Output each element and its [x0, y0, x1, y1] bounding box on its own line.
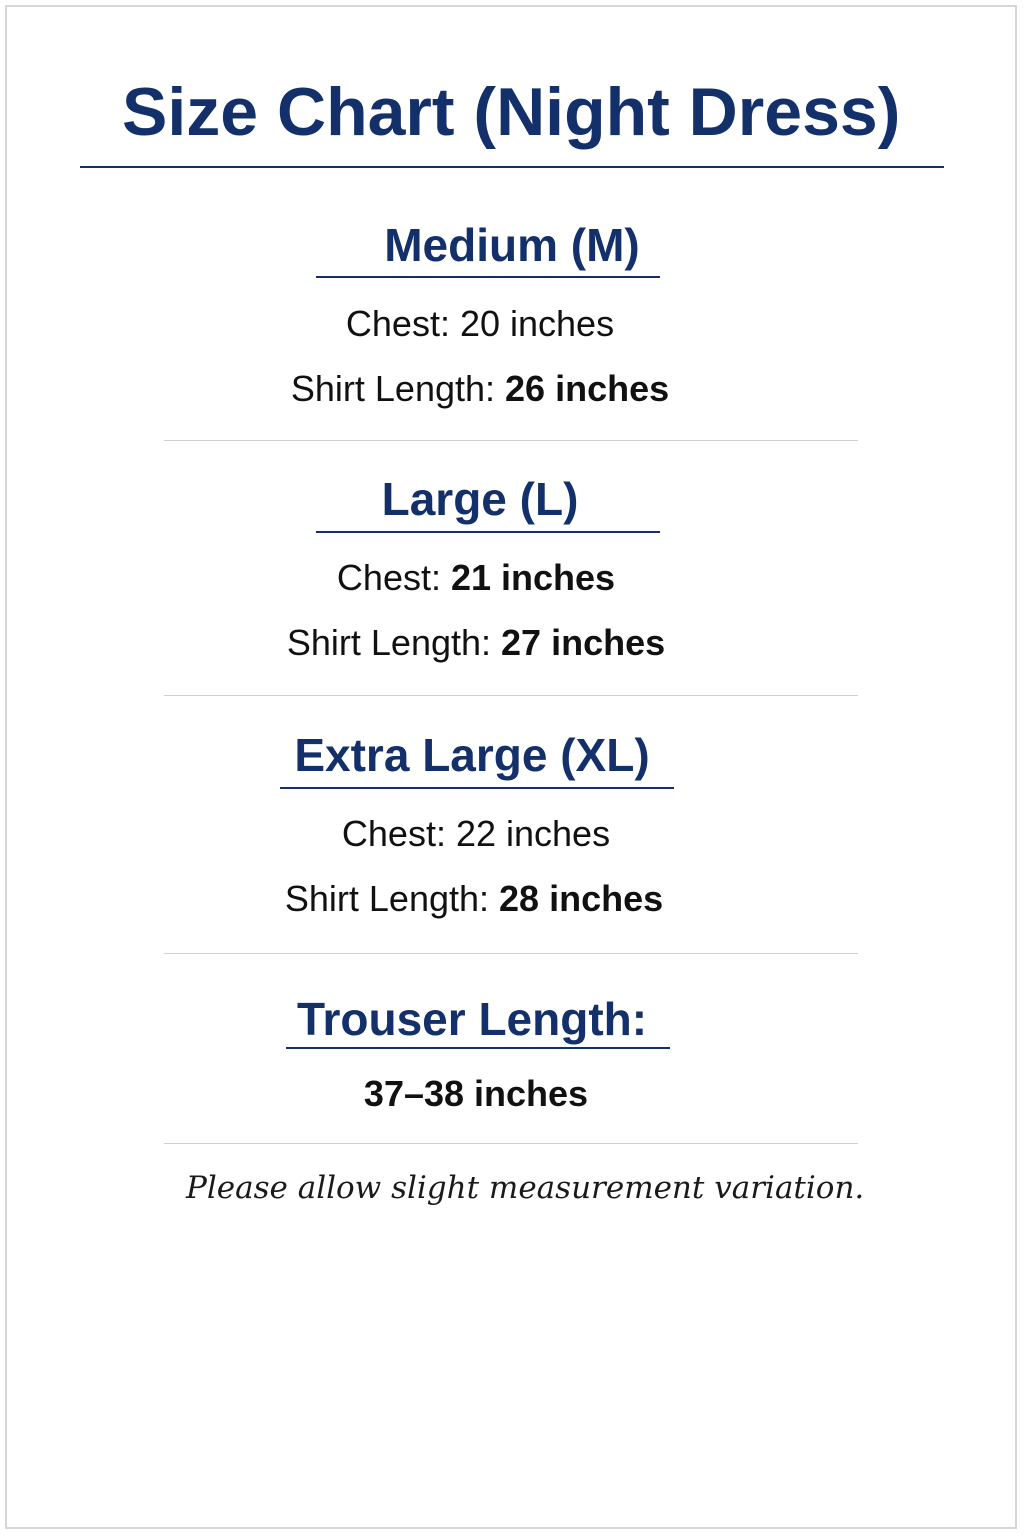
- extra-large-length-line: [0, 877, 986, 920]
- large-length-line: [0, 621, 988, 664]
- large-length-value: 27 inches: [501, 622, 666, 663]
- measurement-note: Please allow slight measurement variation.: [186, 1170, 865, 1206]
- size-heading-extra-large: Extra Large (XL): [294, 729, 650, 781]
- medium-length-line: [0, 367, 992, 410]
- size-heading-medium-underline: [316, 276, 660, 278]
- medium-length-value: 26 inches: [505, 368, 670, 409]
- extra-large-chest-label: Chest:: [341, 813, 446, 854]
- size-heading-large: Large (L): [381, 473, 579, 525]
- section-divider: [164, 953, 858, 954]
- title-underline: [80, 166, 944, 168]
- medium-chest-label: Chest:: [345, 303, 450, 344]
- extra-large-chest-line: [0, 812, 988, 855]
- trouser-value: 37–38 inches: [363, 1073, 589, 1114]
- large-chest-value: 21 inches: [450, 557, 616, 598]
- size-heading-large-underline: [316, 531, 660, 533]
- size-heading-medium: Medium (M): [384, 219, 640, 271]
- extra-large-chest-value: 22 inches: [455, 813, 611, 854]
- extra-large-length-label: Shirt Length:: [284, 878, 490, 919]
- trouser-heading-underline: [286, 1047, 670, 1049]
- trouser-value-line: [0, 1072, 988, 1115]
- size-heading-extra-large-underline: [280, 787, 674, 789]
- medium-chest-value: 20 inches: [459, 303, 615, 344]
- section-divider: [164, 1143, 858, 1144]
- medium-length-label: Shirt Length:: [290, 368, 496, 409]
- section-divider: [164, 440, 858, 441]
- trouser-heading: Trouser Length:: [296, 993, 648, 1045]
- large-chest-line: [0, 556, 988, 599]
- medium-chest-line: [0, 302, 992, 345]
- section-divider: [164, 695, 858, 696]
- page-title: Size Chart (Night Dress): [122, 74, 901, 150]
- extra-large-length-value: 28 inches: [499, 878, 664, 919]
- large-chest-label: Chest:: [336, 557, 441, 598]
- large-length-label: Shirt Length:: [286, 622, 492, 663]
